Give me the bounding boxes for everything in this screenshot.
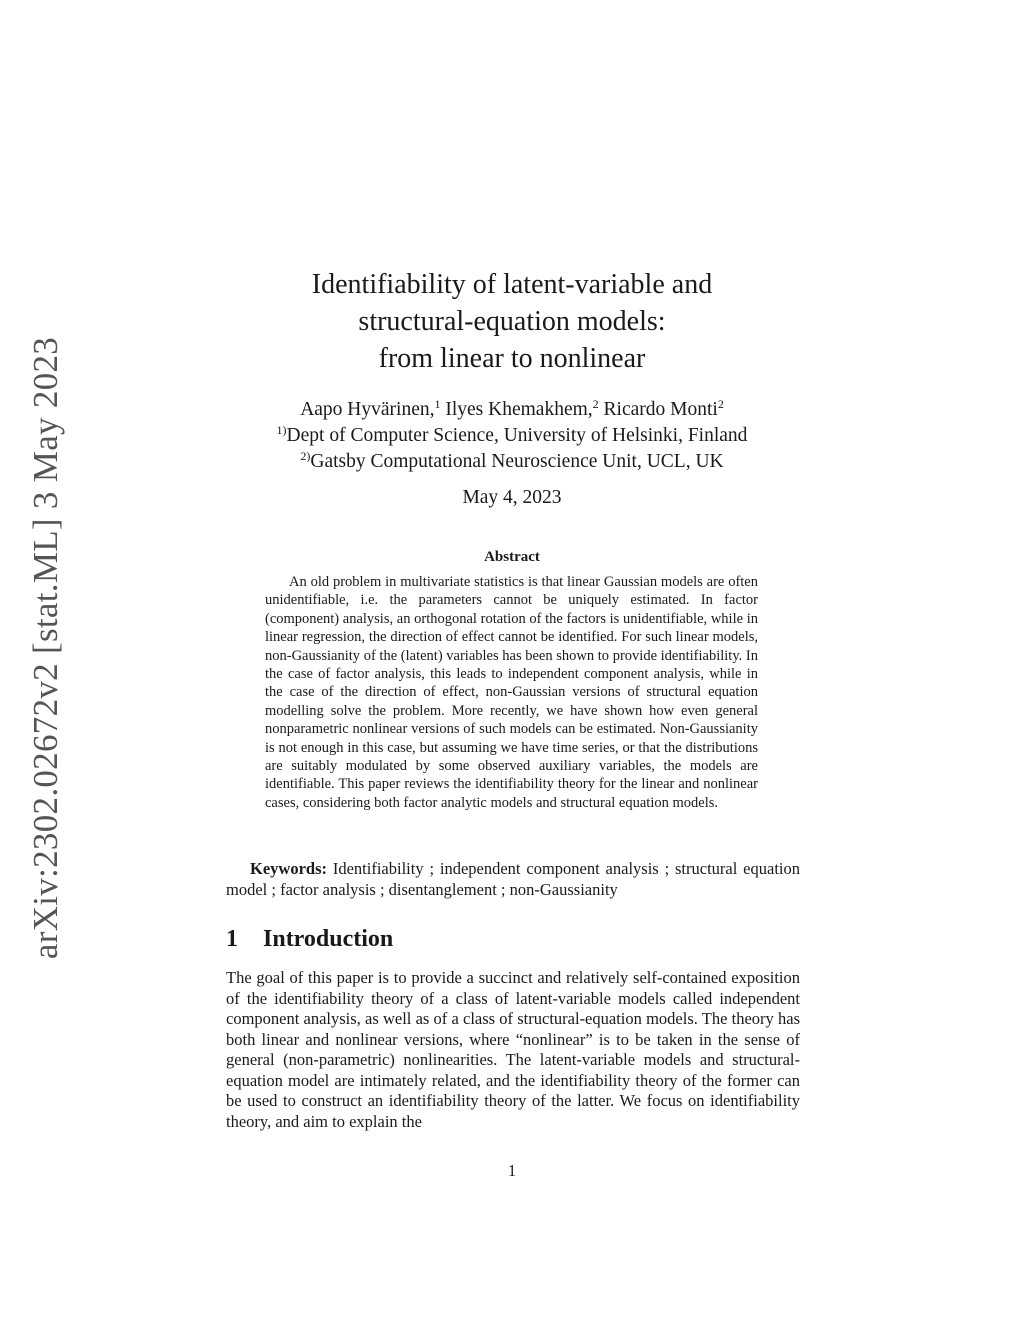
affiliation-mark: 1): [276, 423, 287, 437]
affiliation-mark: 1: [434, 397, 441, 411]
affiliation-text: Dept of Computer Science, University of Helsinki, Finland: [286, 425, 748, 446]
affiliation-line: [212, 449, 812, 475]
affiliation-mark: 2: [592, 397, 599, 411]
arxiv-stamp: arXiv:2302.02672v2 [stat.ML] 3 May 2023: [26, 336, 65, 960]
affiliation-mark: 2): [300, 449, 311, 463]
author-block: [212, 397, 812, 475]
affiliation-text: Gatsby Computational Neuroscience Unit, UCL, UK: [310, 451, 724, 472]
abstract-heading: Abstract: [484, 549, 540, 565]
keywords-text: Identifiability ; independent component analysis ; structural equation model ; factor analysis ; disentanglement ; non-Gaussianity: [226, 859, 800, 899]
keywords-label: Keywords:: [250, 859, 327, 878]
author-names: [212, 397, 812, 423]
affiliation-line: [212, 423, 812, 449]
page-number: 1: [507, 1161, 517, 1180]
title-line: structural-equation models:: [358, 306, 666, 337]
title-line: from linear to nonlinear: [378, 343, 646, 374]
title-line: Identifiability of latent-variable and: [311, 269, 713, 300]
section-number: 1: [226, 926, 238, 952]
author-name: Ricardo Monti: [598, 399, 718, 420]
author-name: Aapo Hyvärinen,: [300, 399, 435, 420]
abstract-text: An old problem in multivariate statistics is that linear Gaussian models are often unidentifiable, i.e. the parameters cannot be uniquely estimated. In factor (component) analysis, an orthogonal rotation of the factors is unidentifiable, while in linear regression, the direction of effect cannot be identified. For such linear models, non-Gaussianity of the (latent) variables has been shown to provide identifiability. In the case of factor analysis, this leads to independent component analysis, while in the case of the direction of effect, non-Gaussian versions of structural equation modelling solve the problem. More recently, we have shown how even general nonparametric nonlinear versions of such models can be estimated. Non-Gaussianity is not enough in this case, but assuming we have time series, or that the distributions are suitably modulated by some observed auxiliary variables, the models are identifiable. This paper reviews the identifiability theory for the linear and nonlinear cases, considering both factor analytic models and structural equation models.: [265, 574, 758, 811]
paper-date: May 4, 2023: [462, 487, 562, 508]
affiliation-mark: 2: [717, 397, 724, 411]
intro-paragraph: The goal of this paper is to provide a succinct and relatively self-contained exposition of the identifiability theory of a class of latent-variable models called independent component analysis, as well as of a class of structural-equation models. The theory has both linear and nonlinear versions, where “nonlinear” is to be taken in the sense of general (non-parametric) nonlinearities. The latent-variable models and structural-equation model are intimately related, and the identifiability theory of the former can be used to construct an identifiability theory of the latter. We focus on identifiability theory, and aim to explain the: [226, 968, 800, 1131]
keywords: [226, 858, 800, 900]
paper-title: [212, 266, 812, 377]
section-heading: [226, 926, 393, 953]
section-title: Introduction: [263, 926, 394, 952]
author-name: Ilyes Khemakhem,: [440, 399, 593, 420]
